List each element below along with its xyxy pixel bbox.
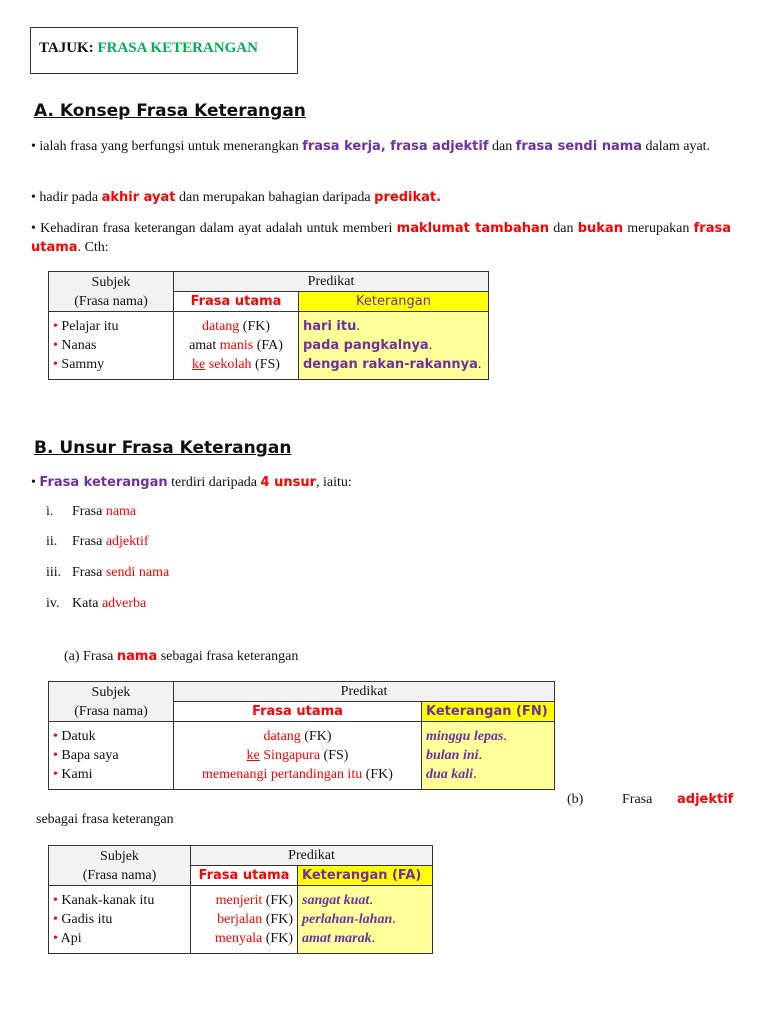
text: dalam ayat.	[642, 139, 711, 154]
subject: Sammy	[61, 357, 105, 372]
list-item	[195, 929, 293, 948]
list-item: • Pelajar itu	[53, 319, 119, 334]
keterangan-header	[422, 702, 555, 722]
subject: Datuk	[61, 729, 96, 744]
example-table-fn	[48, 681, 555, 790]
example-table-a	[48, 271, 489, 380]
subject: Gadis itu	[61, 912, 113, 927]
header-text: Keterangan (FN)	[426, 704, 548, 719]
item-label: Frasa	[72, 534, 106, 549]
text: dan	[549, 221, 578, 236]
section-b-intro: • Frasa keterangan terdiri daripada 4 unsur, iaitu:	[31, 475, 352, 490]
list-item: perlahan-lahan.	[302, 912, 396, 927]
keterangan-cell	[422, 722, 555, 790]
list-item	[178, 727, 417, 746]
list-item	[195, 891, 293, 910]
subjects-cell	[49, 722, 174, 790]
phrase: sekolah	[205, 357, 252, 372]
list-item	[178, 746, 417, 765]
item-highlight: adverba	[101, 596, 147, 611]
subsection-b-highlight: adjektif	[677, 792, 734, 807]
text: . Cth:	[77, 240, 109, 255]
list-item	[178, 355, 294, 374]
keterangan: dua kali	[426, 767, 474, 782]
phrase: menyala	[214, 931, 263, 946]
unsur-item-4	[46, 596, 146, 612]
item-label: Kata	[72, 596, 102, 611]
tag: (FS)	[251, 357, 280, 372]
keterangan: minggu lepas	[426, 729, 504, 744]
subject: Nanas	[61, 338, 97, 353]
phrase: berjalan	[217, 912, 263, 927]
subject: Kami	[61, 767, 93, 782]
keterangan: bulan ini	[426, 748, 479, 763]
item-number: i.	[46, 504, 54, 519]
tag: (FA)	[253, 338, 283, 353]
section-a-bullet-1: • ialah frasa yang berfungsi untuk menerangkan frasa kerja, frasa adjektif dan frasa sendi nama dalam ayat.	[31, 139, 711, 154]
text: terdiri daripada	[167, 475, 261, 490]
predikat-header: Predikat	[174, 682, 555, 702]
keterangan: sangat kuat	[302, 893, 370, 908]
text: merupakan	[622, 221, 694, 236]
keterangan-header: Keterangan	[299, 292, 489, 312]
list-item: minggu lepas.	[426, 729, 507, 744]
subjek-header	[49, 272, 174, 312]
unsur-item-3	[46, 565, 169, 581]
subject: Pelajar itu	[61, 319, 119, 334]
utama-header: Frasa utama	[174, 292, 299, 312]
text: Kehadiran frasa keterangan dalam ayat adalah untuk memberi	[40, 221, 397, 236]
list-item	[195, 910, 293, 929]
unsur-item-1	[46, 504, 136, 520]
subsection-a-caption	[64, 649, 298, 665]
list-item: pada pangkalnya.	[303, 338, 433, 353]
text: amat	[189, 338, 220, 353]
phrase: Singapura	[259, 748, 321, 763]
item-highlight: sendi nama	[105, 565, 170, 580]
tag: (FK)	[262, 893, 293, 908]
list-item: • Nanas	[53, 338, 97, 353]
subjects-cell	[49, 886, 191, 954]
header-line: Subjek	[91, 684, 131, 700]
highlight: akhir ayat	[101, 190, 176, 205]
section-a-heading: A. Konsep Frasa Keterangan	[34, 101, 306, 121]
subsection-b-rest: sebagai frasa keterangan	[36, 812, 174, 827]
title-box	[30, 27, 298, 74]
highlight: Frasa keterangan	[39, 475, 168, 490]
text: (a) Frasa	[64, 649, 117, 664]
keterangan-header	[298, 866, 433, 886]
example-table-fa	[48, 845, 433, 954]
utama-header: Frasa utama	[191, 866, 298, 886]
title-topic: FRASA KETERANGAN	[97, 40, 258, 56]
tag: (FK)	[262, 912, 293, 927]
list-item: • Api	[53, 931, 82, 946]
subsection-b-label: (b)	[567, 792, 584, 807]
text: , iaitu:	[316, 475, 352, 490]
highlight: frasa sendi nama	[515, 139, 643, 154]
list-item	[178, 336, 294, 355]
highlight: 4 unsur	[260, 475, 316, 490]
subsection-b-word: Frasa	[622, 792, 653, 807]
header-line: Subjek	[100, 848, 139, 864]
phrase: datang	[263, 729, 301, 744]
list-item: • Kami	[53, 767, 93, 782]
list-item: dengan rakan-rakannya.	[303, 357, 482, 372]
text: ialah frasa yang berfungsi untuk menerangkan	[39, 139, 303, 154]
highlight: nama	[116, 649, 158, 664]
list-item	[178, 765, 417, 784]
list-item: bulan ini.	[426, 748, 483, 763]
phrase: ke	[192, 357, 206, 372]
highlight: frasa kerja, frasa adjektif	[302, 139, 489, 154]
list-item: sangat kuat.	[302, 893, 373, 908]
list-item: • Sammy	[53, 357, 105, 372]
utama-header: Frasa utama	[174, 702, 422, 722]
list-item: • Datuk	[53, 729, 96, 744]
list-item: • Gadis itu	[53, 912, 113, 927]
utama-cell	[191, 886, 298, 954]
section-a-bullet-2: • hadir pada akhir ayat dan merupakan bahagian daripada predikat.	[31, 190, 442, 205]
header-line: (Frasa nama)	[74, 703, 148, 719]
subjek-header	[49, 846, 191, 886]
header-line: (Frasa nama)	[82, 867, 157, 883]
text: dan	[488, 139, 516, 154]
predikat-header: Predikat	[191, 846, 433, 866]
utama-cell	[174, 312, 299, 380]
highlight: predikat.	[374, 190, 442, 205]
keterangan-cell	[298, 886, 433, 954]
keterangan: pada pangkalnya	[303, 338, 429, 353]
phrase: ke	[246, 748, 260, 763]
header-line: Subjek	[91, 274, 131, 290]
tag: (FS)	[320, 748, 349, 763]
item-highlight: adjektif	[105, 534, 149, 549]
utama-cell	[174, 722, 422, 790]
section-a-bullet-3: • Kehadiran frasa keterangan dalam ayat adalah untuk memberi maklumat tambahan dan bukan merupakan frasa utama. Cth:	[31, 221, 731, 255]
item-number: iii.	[46, 565, 62, 580]
header-text: Keterangan (FA)	[302, 868, 422, 883]
header-line: (Frasa nama)	[74, 293, 148, 309]
tag: (FK)	[362, 767, 393, 782]
title-prefix: TAJUK:	[39, 40, 94, 56]
phrase: menjerit	[215, 893, 263, 908]
item-highlight: nama	[105, 504, 137, 519]
subjek-header	[49, 682, 174, 722]
item-number: ii.	[46, 534, 58, 549]
predikat-header: Predikat	[174, 272, 489, 292]
highlight: maklumat tambahan	[396, 221, 550, 236]
list-item: hari itu.	[303, 319, 360, 334]
phrase: memenangi pertandingan itu	[202, 767, 363, 782]
item-label: Frasa	[72, 565, 106, 580]
subject: Bapa saya	[61, 748, 119, 763]
section-b-heading: B. Unsur Frasa Keterangan	[34, 438, 292, 458]
list-item: • Kanak-kanak itu	[53, 893, 155, 908]
text: hadir pada	[39, 190, 102, 205]
list-item: dua kali.	[426, 767, 477, 782]
text: dan merupakan bahagian daripada	[175, 190, 375, 205]
keterangan: perlahan-lahan	[302, 912, 393, 927]
highlight: bukan	[577, 221, 623, 236]
phrase: manis	[219, 338, 254, 353]
keterangan-cell	[299, 312, 489, 380]
list-item: amat marak.	[302, 931, 376, 946]
tag: (FK)	[262, 931, 293, 946]
list-item	[178, 317, 294, 336]
tag: (FK)	[300, 729, 332, 744]
item-number: iv.	[46, 596, 60, 611]
subject: Kanak-kanak itu	[61, 893, 155, 908]
phrase: datang	[201, 319, 240, 334]
tag: (FK)	[239, 319, 271, 334]
subjects-cell	[49, 312, 174, 380]
unsur-item-2	[46, 534, 149, 550]
highlight: frasa utama	[31, 221, 731, 255]
keterangan: hari itu	[303, 319, 357, 334]
keterangan: dengan rakan-rakannya	[303, 357, 478, 372]
subject: Api	[60, 931, 82, 946]
item-label: Frasa	[72, 504, 106, 519]
keterangan: amat marak	[302, 931, 372, 946]
list-item: • Bapa saya	[53, 748, 119, 763]
text: sebagai frasa keterangan	[157, 649, 299, 664]
